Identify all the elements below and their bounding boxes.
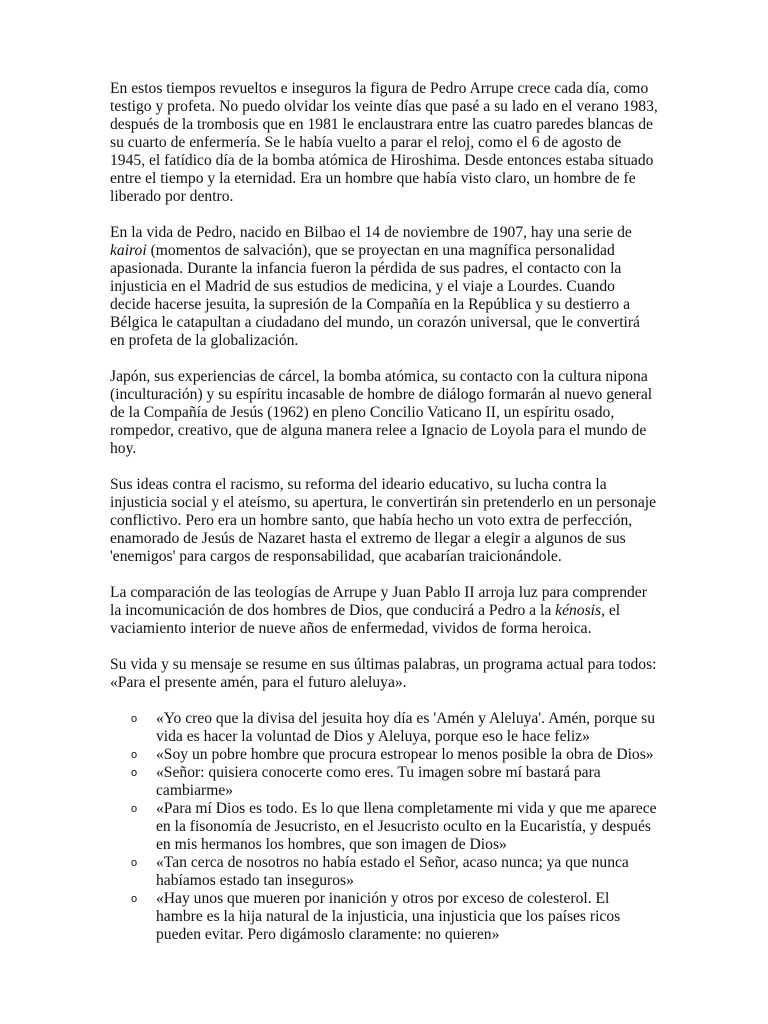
quote-text: «Hay unos que mueren por inanición y otros por exceso de colesterol. El hambre es la hija natural de la injusticia, una injusticia que los países ricos pueden evitar. Pero digámoslo claramente: no quieren» xyxy=(156,890,621,943)
quote-text: «Para mí Dios es todo. Es lo que llena completamente mi vida y que me aparece en la fisonomía de Jesucristo, en el Jesucristo oculto en la Eucaristía, y después en mis hermanos los hombres, que son imagen de Dios» xyxy=(156,800,657,853)
circle-bullet-icon: o xyxy=(131,803,138,815)
paragraph-ideas: Sus ideas contra el racismo, su reforma del ideario educativo, su lucha contra la injusticia social y el ateísmo, su apertura, le convertirán sin pretenderlo en un personaje conflictivo. Pero era un hombre santo, que había hecho un voto extra de perfección, enamorado de Jesús de Nazaret hasta el extremo de llegar a elegir a algunos de sus 'enemigos' para cargos de responsabilidad, que acabarían traicionándole. xyxy=(110,476,657,565)
kairoi-term: kairoi xyxy=(110,242,147,259)
quote-item xyxy=(131,800,658,854)
circle-bullet-icon: o xyxy=(131,749,138,761)
quote-item xyxy=(131,710,658,746)
paragraph-childhood-text-end: (momentos de salvación), que se proyectan en una magnífica personalidad apasionada. Durante la infancia fueron la pérdida de sus padres, el contacto con la injusticia en el Madrid de sus estudios de medicina, y el viaje a Lourdes. Cuando decide hacerse jesuita, la supresión de la Compañía en la República y su destierro a Bélgica le catapultan a ciudadano del mundo, un corazón universal, que le convertirá en profeta de la globalización. xyxy=(110,242,640,349)
paragraph-japan: Japón, sus experiencias de cárcel, la bomba atómica, su contacto con la cultura nipona (inculturación) y su espíritu incasable de hombre de diálogo formarán al nuevo general de la Compañía de Jesús (1962) en pleno Concilio Vaticano II, un espíritu osado, rompedor, creativo, que de alguna manera relee a Ignacio de Loyola para el mundo de hoy. xyxy=(110,368,653,457)
paragraph-last-words: Su vida y su mensaje se resume en sus últimas palabras, un programa actual para todos: «Para el presente amén, para el futuro aleluya». xyxy=(110,656,657,691)
quote-text: «Señor: quisiera conocerte como eres. Tu imagen sobre mí bastará para cambiarme» xyxy=(156,764,601,799)
document-page xyxy=(110,80,658,944)
paragraph-childhood-text-start: En la vida de Pedro, nacido en Bilbao el 14 de noviembre de 1907, hay una serie de xyxy=(110,224,632,241)
circle-bullet-icon: o xyxy=(131,713,138,725)
quote-item xyxy=(131,854,658,890)
quote-item xyxy=(131,890,658,944)
circle-bullet-icon: o xyxy=(131,857,138,869)
circle-bullet-icon: o xyxy=(131,893,138,905)
paragraph-intro: En estos tiempos revueltos e inseguros la figura de Pedro Arrupe crece cada día, como testigo y profeta. No puedo olvidar los veinte días que pasé a su lado en el verano 1983, después de la trombosis que en 1981 le enclaustrara entre las cuatro paredes blancas de su cuarto de enfermería. Se le había vuelto a parar el reloj, como el 6 de agosto de 1945, el fatídico día de la bomba atómica de Hiroshima. Desde entonces estaba situado entre el tiempo y la eternidad. Era un hombre que había visto claro, un hombre de fe liberado por dentro. xyxy=(110,80,658,205)
quotes-list xyxy=(110,710,658,944)
quote-text: «Tan cerca de nosotros no había estado el Señor, acaso nunca; ya que nunca habíamos estado tan inseguros» xyxy=(156,854,629,889)
paragraph-theologies-text-end: , el vaciamiento interior de nueve años de enfermedad, vividos de forma heroica. xyxy=(110,602,621,637)
paragraph-theologies-text-start: La comparación de las teologías de Arrupe y Juan Pablo II arroja luz para comprender la incomunicación de dos hombres de Dios, que conducirá a Pedro a la xyxy=(110,584,647,619)
quote-text: «Soy un pobre hombre que procura estropear lo menos posible la obra de Dios» xyxy=(156,746,654,763)
quote-item xyxy=(131,764,658,800)
quote-text: «Yo creo que la divisa del jesuita hoy día es 'Amén y Aleluya'. Amén, porque su vida es hacer la voluntad de Dios y Aleluya, porque eso le hace feliz» xyxy=(156,710,656,745)
quote-item xyxy=(131,746,658,764)
kenosis-term: kénosis xyxy=(555,602,602,619)
paragraph-childhood xyxy=(110,224,658,350)
circle-bullet-icon: o xyxy=(131,767,138,779)
paragraph-theologies xyxy=(110,584,658,638)
